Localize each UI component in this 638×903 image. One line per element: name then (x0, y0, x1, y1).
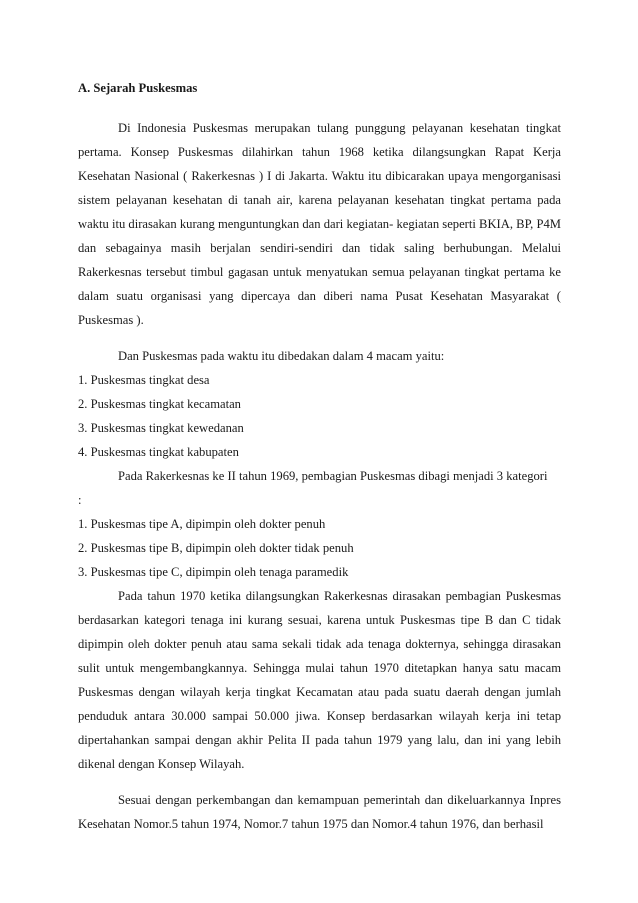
list-item: 1. Puskesmas tingkat desa (78, 373, 210, 387)
section-heading: A. Sejarah Puskesmas (78, 81, 198, 95)
list-puskesmas-types (78, 512, 561, 584)
list-puskesmas-levels (78, 368, 561, 464)
colon-line: : (78, 493, 82, 507)
list-item: 1. Puskesmas tipe A, dipimpin oleh dokter penuh (78, 517, 326, 531)
list-item: 2. Puskesmas tingkat kecamatan (78, 397, 241, 411)
paragraph-1970-concept: Pada tahun 1970 ketika dilangsungkan Rakerkesnas dirasakan pembagian Puskesmas berdasarkan kategori tenaga ini kurang sesuai, karena untuk Puskesmas tipe B dan C tidak dipimpin oleh dokter penuh atau sama sekali tidak ada tenaga dokternya, sehingga dirasakan sulit untuk mengembangkannya. Sehingga mulai tahun 1970 ditetapkan hanya satu macam Puskesmas dengan wilayah kerja tingkat Kecamatan atau pada suatu daerah dengan jumlah penduduk antara 30.000 sampai 50.000 jiwa. Konsep berdasarkan wilayah kerja ini tetap dipertahankan sampai dengan akhir Pelita II pada tahun 1979 yang lalu, dan ini yang lebih dikenal dengan Konsep Wilayah. (78, 589, 561, 771)
paragraph-three-categories: Pada Rakerkesnas ke II tahun 1969, pembagian Puskesmas dibagi menjadi 3 kategori (118, 469, 548, 483)
list-item: 2. Puskesmas tipe B, dipimpin oleh dokter tidak penuh (78, 541, 354, 555)
paragraph-inpres: Sesuai dengan perkembangan dan kemampuan pemerintah dan dikeluarkannya Inpres Kesehatan Nomor.5 tahun 1974, Nomor.7 tahun 1975 dan Nomor.4 tahun 1976, dan berhasil (78, 793, 561, 831)
list-item: 3. Puskesmas tingkat kewedanan (78, 421, 244, 435)
list-item: 4. Puskesmas tingkat kabupaten (78, 445, 239, 459)
list-item: 3. Puskesmas tipe C, dipimpin oleh tenaga paramedik (78, 565, 349, 579)
paragraph-four-types: Dan Puskesmas pada waktu itu dibedakan dalam 4 macam yaitu: (118, 349, 445, 363)
paragraph-history-intro: Di Indonesia Puskesmas merupakan tulang punggung pelayanan kesehatan tingkat pertama. Konsep Puskesmas dilahirkan tahun 1968 ketika dilangsungkan Rapat Kerja Kesehatan Nasional ( Rakerkesnas ) I di Jakarta. Waktu itu dibicarakan upaya mengorganisasi sistem pelayanan kesehatan di tanah air, karena pelayanan kesehatan tingkat pertama pada waktu itu dirasakan kurang menguntungkan dan dari kegiatan- kegiatan seperti BKIA, BP, P4M dan sebagainya masih berjalan sendiri-sendiri dan tidak saling berhubungan. Melalui Rakerkesnas tersebut timbul gagasan untuk menyatukan semua pelayanan tingkat pertama ke dalam suatu organisasi yang dipercaya dan diberi nama Pusat Kesehatan Masyarakat ( Puskesmas ). (78, 121, 561, 327)
document-body (78, 76, 561, 836)
